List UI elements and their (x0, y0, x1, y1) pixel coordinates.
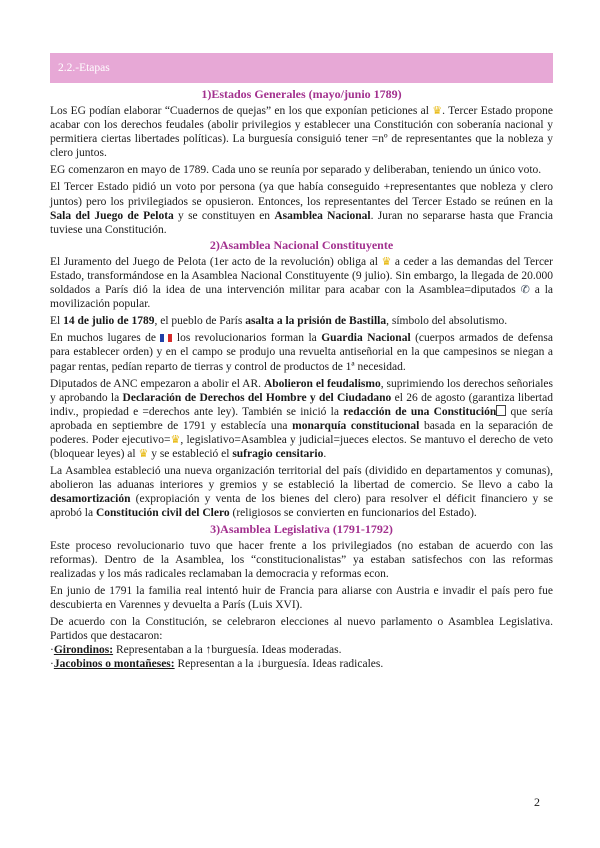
party-name: Jacobinos o montañeses: (53, 658, 175, 671)
emphasis: Guardia Nacional (321, 332, 411, 345)
phone-icon: ✆ (520, 284, 530, 297)
section-heading-asamblea-constituyente: 2)Asamblea Nacional Constituyente (209, 237, 394, 252)
party-name: Girondinos: (53, 644, 114, 657)
paragraph: El 14 de julio de 1789, el pueblo de París asalta a la prisión de Bastilla, símbolo del absolutismo. (50, 315, 508, 328)
document-body (50, 86, 553, 671)
list-item-girondinos: ·Girondinos: Representaban a la ↑burguesía. Ideas moderadas. (50, 644, 342, 657)
emphasis: Sala del Juego de Pelota (50, 209, 174, 222)
emphasis: asalta a la prisión de Bastilla (245, 315, 387, 328)
paragraph: De acuerdo con la Constitución, se celebraron elecciones al nuevo parlamento o Asamblea Legislativa. Partidos que destacaron: (50, 616, 553, 643)
emphasis: Constitución civil del Clero (95, 507, 230, 520)
crown-icon: ♛ (170, 433, 181, 446)
emphasis: monarquía constitucional (292, 419, 420, 432)
flag-icon (160, 332, 172, 340)
emphasis: Declaración de Derechos del Hombre y del Ciudadano (122, 391, 392, 404)
square-icon (496, 405, 506, 416)
paragraph: Los EG podían elaborar “Cuadernos de quejas” en los que exponían peticiones al ♛. Tercer Estado propone acabar con los derechos feudales (abolir privilegios y establecer una Constitución con soberanía nacional y permitiera ciertas libertades políticas). La burguesía consiguió tener =nº de representantes que la nobleza y clero juntos. (50, 105, 553, 160)
emphasis: Abolieron el feudalismo (263, 377, 381, 390)
list-item-jacobinos: ·Jacobinos o montañeses: Representan a la ↓burguesía. Ideas radicales. (50, 658, 384, 671)
emphasis: sufragio censitario (232, 448, 324, 461)
emphasis: 14 de julio de 1789 (63, 315, 155, 328)
crown-icon: ♛ (381, 255, 392, 268)
paragraph: En muchos lugares de los revolucionarios forman la Guardia Nacional (cuerpos armados de defensa para establecer orden) y en el campo se produjo una revuelta antiseñorial en la que campesinos se niegan a pagar rentas, pedían reparto de tierras y control de productos de 1ª necesidad. (50, 332, 553, 373)
paragraph: El Tercer Estado pidió un voto por persona (ya que había conseguido +representantes que nobleza y clero juntos) pero los privilegiados se opusieron. Entonces, los representantes del Tercer Estado se reúnen en la Sala del Juego de Pelota y se constituyen en Asamblea Nacional. Juran no separarse hasta que Francia tuviese una Constitución. (50, 181, 554, 236)
section-heading-asamblea-legislativa: 3)Asamblea Legislativa (1791-1792) (210, 521, 393, 536)
paragraph: La Asamblea estableció una nueva organización territorial del país (dividido en departamentos y comunas), abolieron las aduanas interiores y gremios y se estableció la libertad de comercio. Se llevo a cabo la desamortización (expropiación y venta de los bienes del clero) para resolver el déficit financiero y se aprobó la Constitución civil del Clero (religiosos se convierten en funcionarios del Estado). (50, 465, 553, 520)
section-heading-estados-generales: 1)Estados Generales (mayo/junio 1789) (201, 87, 402, 101)
crown-icon: ♛ (138, 448, 149, 461)
paragraph: Diputados de ANC empezaron a abolir el AR. Abolieron el feudalismo, suprimiendo los derechos señoriales y aprobando la Declaración de Derechos del Hombre y del Ciudadano el 26 de agosto (garantiza libertad indiv., propiedad e =derechos ante ley). También se inició la redacción de una Constitución que sería aprobada en septiembre de 1791 y establecía una monarquía constitucional basada en la separación de poderes. Poder ejecutivo=♛, legislativo=Asamblea y judicial=jueces electos. Se mantuvo el derecho de veto (bloquear leyes) al ♛ y se estableció el sufragio censitario. (50, 377, 553, 461)
page-number: 2 (534, 795, 540, 809)
emphasis: desamortización (50, 493, 131, 506)
emphasis: redacción de una Constitución (343, 405, 497, 418)
paragraph: Este proceso revolucionario tuvo que hacer frente a los privilegiados (no estaban de acuerdo con las reformas). Dentro de la Asamblea, los “constitucionalistas” ya estaban satisfechos con las reformas realizadas y los más radicales reclamaban la democracia y reformas econ. (50, 539, 553, 580)
paragraph: El Juramento del Juego de Pelota (1er acto de la revolución) obliga al ♛ a ceder a las demandas del Tercer Estado, transformándose en la Asamblea Nacional Constituyente (9 julio). Sin embargo, la llegada de 20.000 soldados a París dió la idea de una intervención militar para acabar con la Asamblea=diputados ✆ a la movilización popular. (50, 255, 554, 311)
emphasis: Asamblea Nacional (274, 209, 371, 222)
crown-icon: ♛ (432, 105, 443, 117)
section-banner: 2.2.-Etapas (50, 53, 553, 83)
paragraph: EG comenzaron en mayo de 1789. Cada uno se reunía por separado y deliberaban, teniendo un único voto. (50, 164, 542, 177)
paragraph: En junio de 1791 la familia real intentó huir de Francia para aliarse con Austria e invadir el país pero fue descubierta en Varennes y devuelta a París (Luis XVI). (50, 584, 553, 611)
